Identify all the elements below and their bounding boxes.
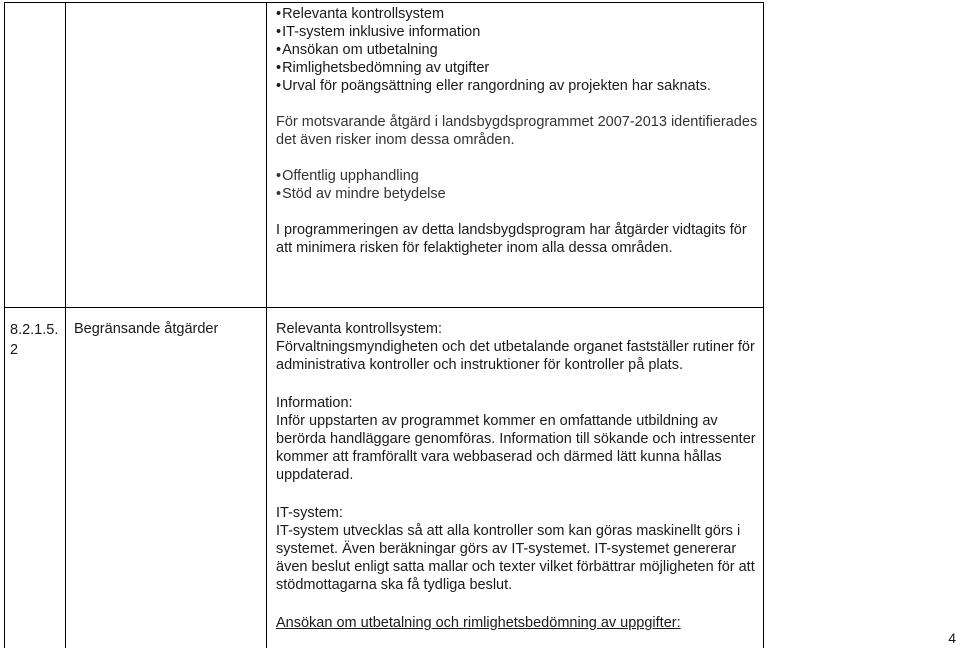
risk-description-cell [267,3,764,308]
paragraph-previous-program: För motsvarande åtgärd i landsbygdsprogrammet 2007-2013 identifierades det även risker inom dessa områden. [276,113,763,149]
section-text: IT-system utvecklas så att alla kontroller som kan göras maskinellt görs i systemet. Även beräkningar görs av IT-systemet. IT-systemet genererar även beslut enligt satta mallar och texter vilket förbättrar möjligheten för att stödmottagarna ska få tydliga beslut. [276,522,763,594]
section-number-cell [5,308,66,648]
table-row-mitigation [5,308,764,648]
section-control-systems [276,320,763,374]
bullet-list-risks [276,5,763,95]
list-item: • Urval för poängsättning eller rangordning av projekten har saknats. [276,77,763,95]
list-item: • Stöd av mindre betydelse [276,185,763,203]
section-heading: Information: [276,394,763,412]
section-heading: Ansökan om utbetalning och rimlighetsbedömning av uppgifter: [276,614,763,632]
section-text: Inför uppstarten av programmet kommer en omfattande utbildning av berörda handläggare genomföras. Information till sökande och intressenter kommer att framförallt vara webbaserad och därmed lätt kunna hållas uppdaterad. [276,412,763,484]
risk-table [4,2,764,648]
section-text: Förvaltningsmyndigheten och det utbetalande organet fastställer rutiner för administrativa kontroller och instruktioner för kontroller på plats. [276,338,763,374]
section-payment-application [276,614,763,632]
bullet-list-areas [276,167,763,203]
section-title-cell [66,308,267,648]
list-item: • IT-system inklusive information [276,23,763,41]
list-item: • Ansökan om utbetalning [276,41,763,59]
section-heading: IT-system: [276,504,763,522]
list-item: • Offentlig upphandling [276,167,763,185]
table-row-risks [5,3,764,308]
list-item: • Rimlighetsbedömning av utgifter [276,59,763,77]
mitigation-description-cell [267,308,764,648]
section-heading: Relevanta kontrollsystem: [276,320,763,338]
empty-number-cell [5,3,66,308]
section-title: Begränsande åtgärder [66,308,266,338]
page-number: 4 [948,629,956,647]
paragraph-measures-taken: I programmeringen av detta landsbygdsprogram har åtgärder vidtagits för att minimera risken för felaktigheter inom alla dessa områden. [276,221,763,257]
section-number: 8.2.1.5. 2 [5,308,65,360]
list-item: • Relevanta kontrollsystem [276,5,763,23]
section-it-system [276,504,763,594]
empty-title-cell [66,3,267,308]
section-information [276,394,763,484]
